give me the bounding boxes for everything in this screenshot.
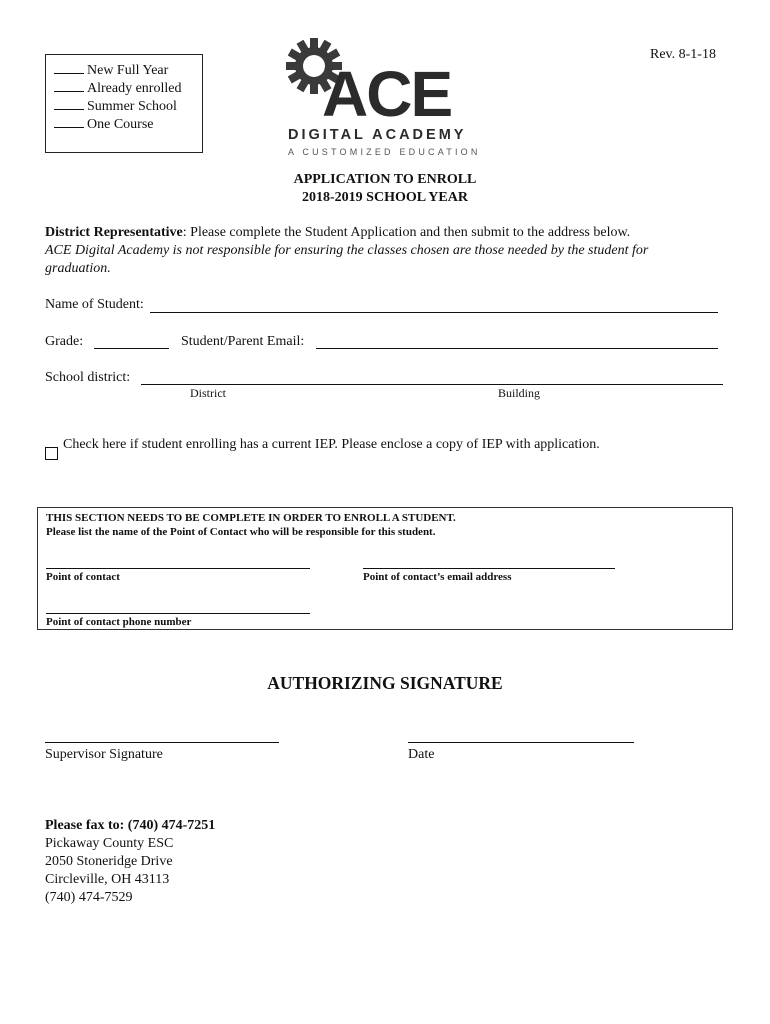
fax-phone: (740) 474-7529 — [45, 890, 133, 905]
option-one-course[interactable]: One Course — [54, 115, 154, 134]
poc-subheading: Please list the name of the Point of Contact who will be responsible for this student. — [46, 526, 436, 538]
logo-brand: ACE — [322, 58, 452, 130]
fax-city: Circleville, OH 43113 — [45, 872, 170, 887]
poc-phone-label: Point of contact phone number — [46, 616, 192, 628]
enrollment-type-box — [45, 54, 203, 153]
grade-label: Grade: — [45, 334, 84, 349]
logo-tagline: A CUSTOMIZED EDUCATION — [288, 147, 481, 157]
fax-street: 2050 Stoneridge Drive — [45, 854, 173, 869]
poc-heading: THIS SECTION NEEDS TO BE COMPLETE IN ORDER TO ENROLL A STUDENT. — [46, 512, 456, 524]
email-label: Student/Parent Email: — [181, 334, 305, 349]
title-line2: 2018-2019 SCHOOL YEAR — [302, 190, 468, 205]
date-field[interactable] — [408, 742, 634, 743]
option-summer-school[interactable]: Summer School — [54, 97, 177, 116]
poc-email-label: Point of contact’s email address — [363, 571, 512, 583]
disclaimer-line2: graduation. — [45, 261, 111, 276]
disclaimer-line1: ACE Digital Academy is not responsible for ensuring the classes chosen are those needed by the student for — [45, 243, 649, 258]
grade-field[interactable] — [94, 348, 169, 349]
title-line1: APPLICATION TO ENROLL — [293, 172, 477, 187]
district-field[interactable] — [141, 384, 723, 385]
supervisor-signature-label: Supervisor Signature — [45, 747, 163, 762]
option-already-enrolled[interactable]: Already enrolled — [54, 79, 181, 98]
signature-heading: AUTHORIZING SIGNATURE — [267, 673, 503, 693]
instructions-label: District Representative — [45, 225, 183, 240]
option-blank[interactable] — [54, 97, 84, 110]
fax-heading: Please fax to: (740) 474-7251 — [45, 818, 216, 833]
iep-label: Check here if student enrolling has a current IEP. Please enclose a copy of IEP with application. — [63, 437, 600, 452]
fax-org: Pickaway County ESC — [45, 836, 174, 851]
instructions — [45, 225, 630, 241]
iep-checkbox[interactable] — [45, 447, 58, 460]
revision-label: Rev. 8-1-18 — [650, 47, 716, 62]
poc-name-label: Point of contact — [46, 571, 120, 583]
district-label: School district: — [45, 370, 131, 385]
option-blank[interactable] — [54, 61, 84, 74]
name-label: Name of Student: — [45, 297, 144, 312]
poc-name-field[interactable] — [46, 568, 310, 569]
poc-email-field[interactable] — [363, 568, 615, 569]
instructions-text: : Please complete the Student Application and then submit to the address below. — [182, 225, 631, 240]
building-sublabel: Building — [498, 386, 541, 400]
district-sublabel: District — [190, 386, 226, 400]
poc-phone-field[interactable] — [46, 613, 310, 614]
option-new-full-year[interactable]: New Full Year — [54, 61, 168, 80]
supervisor-signature-field[interactable] — [45, 742, 279, 743]
ace-logo — [262, 36, 512, 166]
email-field[interactable] — [316, 348, 718, 349]
point-of-contact-section — [37, 507, 733, 630]
logo-line2: DIGITAL ACADEMY — [288, 127, 467, 143]
option-blank[interactable] — [54, 79, 84, 92]
option-blank[interactable] — [54, 115, 84, 128]
name-field[interactable] — [150, 312, 718, 313]
date-label: Date — [408, 747, 435, 762]
